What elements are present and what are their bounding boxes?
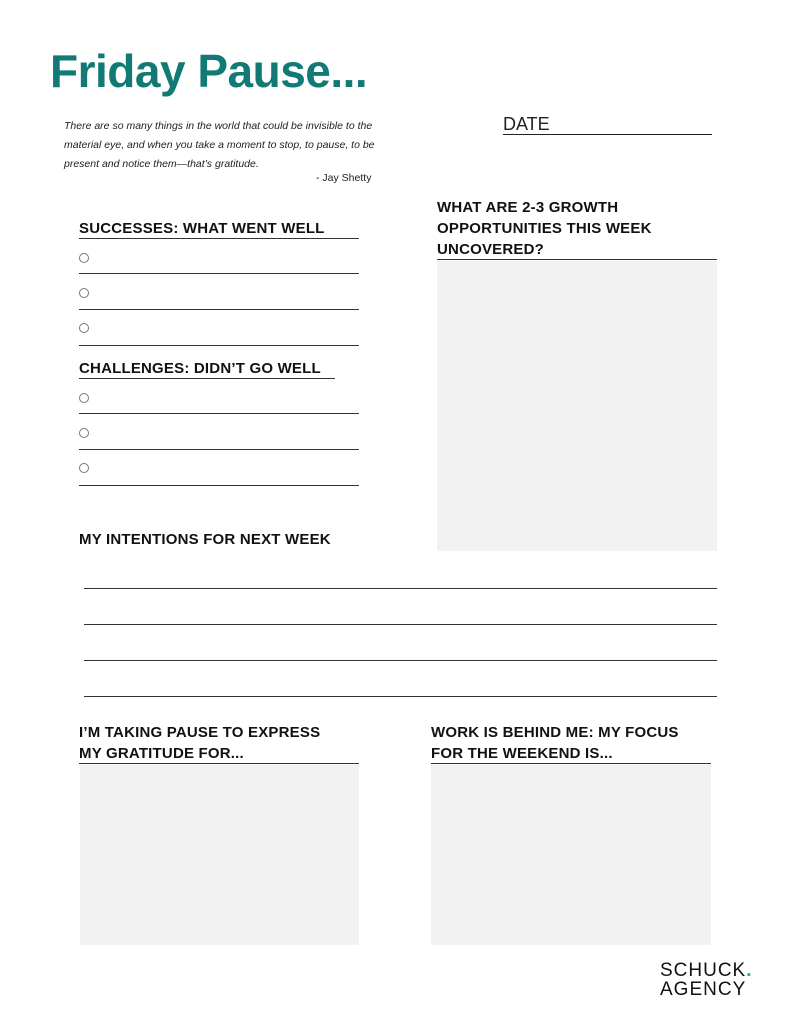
circle-bullet-icon (79, 428, 89, 438)
successes-heading-rule (79, 238, 359, 239)
quote-text: There are so many things in the world that could be invisible to the material eye, and when you take a moment to stop, to pause, to be present and notice them—that’s gratitude. (64, 120, 375, 170)
success-entry-line-1[interactable] (79, 273, 359, 274)
intention-line-3[interactable] (84, 660, 717, 661)
weekend-writing-box[interactable] (431, 765, 711, 945)
challenges-heading: CHALLENGES: DIDN’T GO WELL (79, 360, 321, 377)
challenge-entry-line-1[interactable] (79, 413, 359, 414)
gratitude-heading-rule (79, 763, 359, 764)
success-entry-line-3[interactable] (79, 345, 359, 346)
growth-heading-rule (437, 259, 717, 260)
circle-bullet-icon (79, 253, 89, 263)
circle-bullet-icon (79, 463, 89, 473)
challenge-entry-line-2[interactable] (79, 449, 359, 450)
circle-bullet-icon (79, 288, 89, 298)
gratitude-heading-line-1: I’M TAKING PAUSE TO EXPRESS (79, 724, 321, 741)
challenges-heading-rule (79, 378, 335, 379)
page-title: Friday Pause... (50, 45, 368, 97)
gratitude-writing-box[interactable] (80, 765, 359, 945)
logo-line-1: SCHUCK (660, 960, 747, 981)
intention-line-4[interactable] (84, 696, 717, 697)
quote-author: - Jay Shetty (316, 172, 372, 184)
success-entry-line-2[interactable] (79, 309, 359, 310)
logo-dot: . (746, 960, 753, 981)
date-field-line[interactable] (503, 134, 712, 135)
challenge-entry-line-3[interactable] (79, 485, 359, 486)
circle-bullet-icon (79, 323, 89, 333)
successes-heading: SUCCESSES: WHAT WENT WELL (79, 220, 325, 237)
weekend-heading-rule (431, 763, 711, 764)
schuck-agency-logo (660, 962, 770, 1000)
intentions-heading: MY INTENTIONS FOR NEXT WEEK (79, 531, 331, 548)
growth-heading-line-3: UNCOVERED? (437, 241, 545, 258)
gratitude-heading-line-2: MY GRATITUDE FOR... (79, 745, 244, 762)
growth-heading-line-2: OPPORTUNITIES THIS WEEK (437, 220, 652, 237)
growth-writing-box[interactable] (437, 261, 717, 551)
circle-bullet-icon (79, 393, 89, 403)
intention-line-1[interactable] (84, 588, 717, 589)
intention-line-2[interactable] (84, 624, 717, 625)
date-label: DATE (503, 114, 550, 134)
logo-line-2: AGENCY (660, 979, 747, 1000)
growth-heading-line-1: WHAT ARE 2-3 GROWTH (437, 199, 619, 216)
weekend-heading-line-1: WORK IS BEHIND ME: MY FOCUS (431, 724, 679, 741)
weekend-heading-line-2: FOR THE WEEKEND IS... (431, 745, 613, 762)
